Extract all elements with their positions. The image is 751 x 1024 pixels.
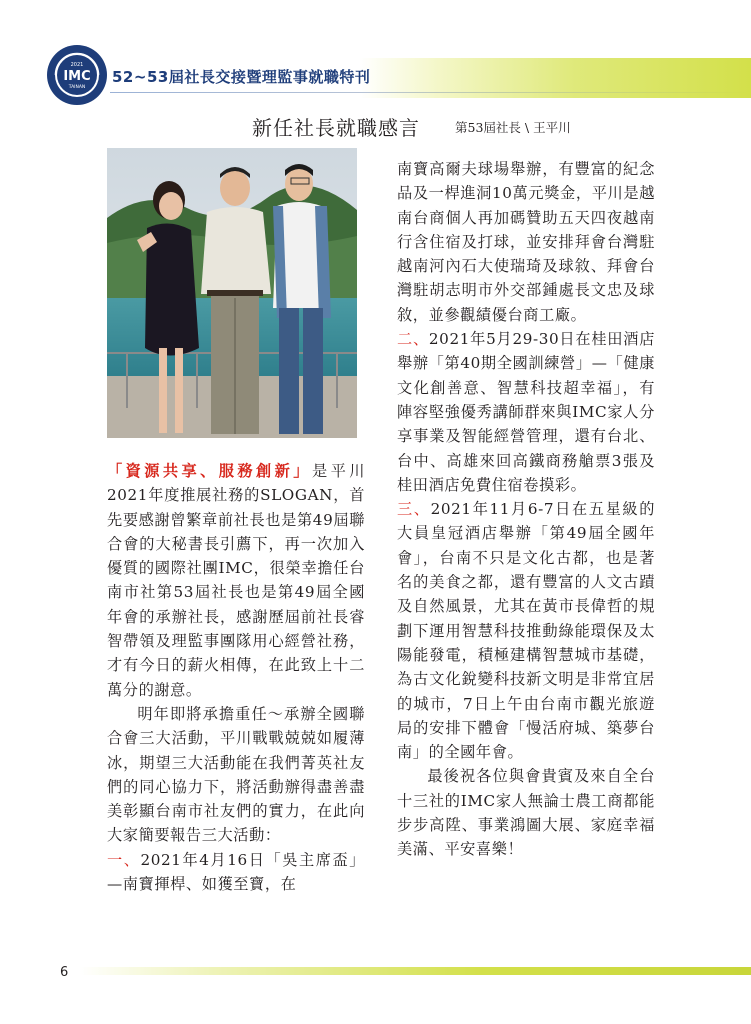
paragraph-activity-three [397, 497, 655, 764]
logo-city: TAINAN [68, 85, 86, 90]
slogan-highlight: 「資源共享、服務創新」 [107, 462, 312, 480]
logo-year: 2021 [70, 62, 84, 68]
paragraph-activity-one [107, 848, 365, 897]
page-number: 6 [60, 965, 69, 980]
article-title: 新任社長就職感言 [252, 116, 420, 140]
group-photo [107, 148, 357, 438]
slogan-text: 是平川2021年度推展社務的SLOGAN，首先要感謝曾繁章前社長也是第49屆聯合會的大秘書長引薦下，再一次加入優質的國際社團IMC，很榮幸擔任台南市社第53屆社長也是第49屆全國年會的承辦社長，感謝歷屆前社長睿智帶領及理監事團隊用心經營社務，才有今日的薪火相傳，在此致上十二萬分的謝意。 [107, 462, 365, 699]
footer-band [80, 967, 751, 975]
header-rule [110, 92, 751, 93]
activity-two-text: 2021年5月29-30日在桂田酒店舉辦「第40期全國訓練營」—「健康文化創善意、智慧科技超幸福」，有陣容堅強優秀講師群來與IMC家人分享事業及智能經營管理，還有台北、台中、高雄來回高鐵商務艙票3張及桂田酒店免費住宿卷摸彩。 [397, 330, 655, 494]
paragraph-activity-two [397, 327, 655, 497]
paragraph-activities-intro: 明年即將承擔重任～承辦全國聯合會三大活動，平川戰戰兢兢如履薄冰，期望三大活動能在我們菁英社友們的同心協力下，將活動辦得盡善盡美彰顯台南市社友們的實力，在此向大家簡要報告三大活動： [107, 704, 365, 845]
left-column [107, 459, 365, 896]
issue-title: 52~53屆社長交接暨理監事就職特刊 [112, 68, 371, 86]
imc-logo-icon [46, 44, 108, 106]
activity-three-text: 2021年11月6-7日在五星級的大員皇冠酒店舉辦「第49屆全國年會」，台南不只是文化古都，也是著名的美食之都，還有豐富的人文古蹟及自然風景，尤其在黃市長偉哲的規劃下運用智慧科技推動綠能環保及太陽能發電，積極建構智慧城市基礎，為古文化銳變科技新文明是非常宜居的城市，7日上午由台南市觀光旅遊局的安排下體會「慢活府城、築夢台南」的全國年會。 [397, 500, 655, 762]
paragraph-activity-one-cont: 南寶高爾夫球場舉辦，有豐富的紀念品及一桿進洞10萬元獎金，平川是越南台商個人再加碼贊助五天四夜越南行含住宿及打球，並安排拜會台灣駐越南河內石大使瑞琦及球敘、拜會台灣駐胡志明市外交部鍾處長文忠及球敘，並參觀績優台商工廠。 [397, 160, 655, 324]
activity-one-number: 一、 [107, 850, 141, 869]
right-column [397, 157, 655, 862]
logo-text: IMC [63, 69, 91, 84]
paragraph-slogan [107, 459, 365, 702]
activity-two-number: 二、 [397, 330, 429, 349]
paragraph-closing: 最後祝各位與會貴賓及來自全台十三社的IMC家人無論士農工商都能步步高陞、事業鴻圖大展、家庭幸福美滿、平安喜樂！ [397, 767, 655, 859]
article-byline: 第53屆社長 \ 王平川 [455, 120, 571, 135]
activity-one-text: 2021年4月16日「吳主席盃」—南寶揮桿、如獲至寶，在 [107, 850, 365, 894]
activity-three-number: 三、 [397, 500, 431, 519]
